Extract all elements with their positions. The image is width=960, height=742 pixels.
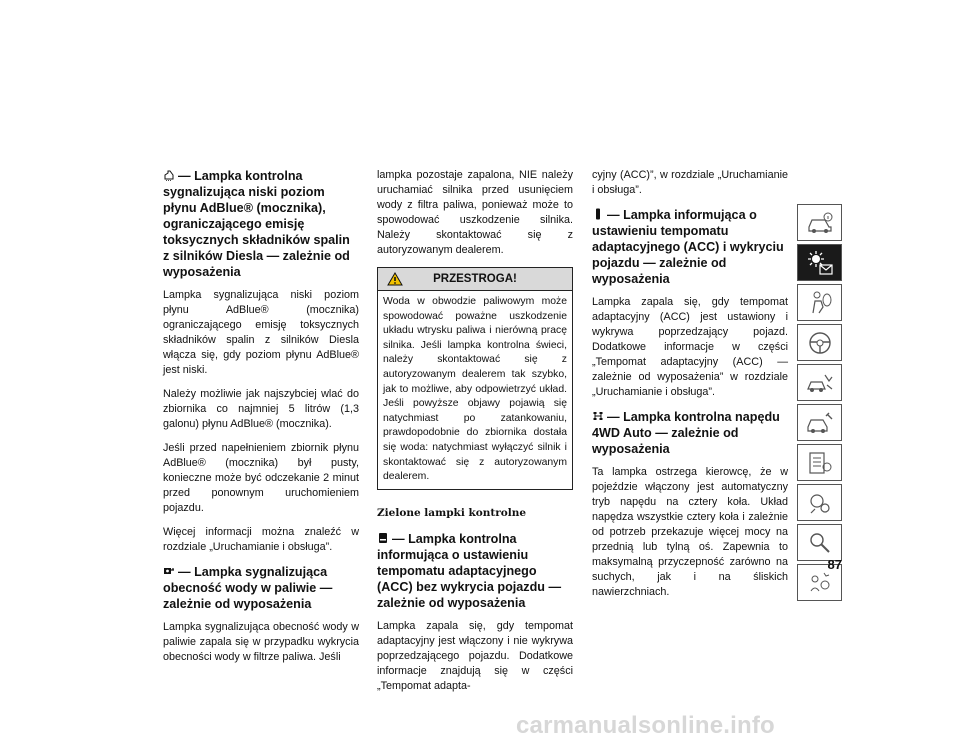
column-right	[592, 168, 788, 609]
tab-warning-lights[interactable]	[797, 244, 842, 281]
adblue-paragraph-1: Lampka sygnalizująca niski poziom płynu AdBlue® (mocznika) ograniczającego emisję toksycznych składników spalin z silników Diesla włącza się, gdy poziom płynu AdBlue® jest niski.	[163, 289, 359, 376]
tab-index[interactable]	[797, 524, 842, 561]
acc-vehicle-detected-heading: — Lampka informująca o ustawieniu tempomatu adaptacyjnego (ACC) i wykryciu pojazdu — zależnie od wyposażenia	[592, 208, 784, 286]
acc2-paragraph-1: Lampka zapala się, gdy tempomat adaptacyjny (ACC) jest ustawiony i wykrywa poprzedzający pojazd. Dodatkowe informacje w części „Tempomat adaptacyjny (ACC) — zależnie od wyposażenia” w rozdziale „Uruchamianie i obsługa”.	[592, 296, 788, 398]
steering-wheel-icon	[805, 329, 835, 357]
4wd-auto-heading: — Lampka kontrolna napędu 4WD Auto — zależnie od wyposażenia	[592, 410, 780, 456]
acc-vehicle-icon	[592, 208, 604, 220]
airbag-safety-icon	[805, 289, 835, 317]
chapter-tabs	[797, 204, 842, 604]
water-paragraph-1: Lampka sygnalizująca obecność wody w paliwie zapala się w przypadku wykrycia obecności wody w filtrze paliwa. Jeśli	[163, 621, 359, 663]
search-index-icon	[805, 529, 835, 557]
acc-paragraph-1-continued: cyjny (ACC)”, w rozdziale „Uruchamianie i obsługa”.	[592, 169, 788, 196]
acc-no-vehicle-heading: — Lampka kontrolna informująca o ustawieniu tempomatu adaptacyjnego (ACC) bez wykrycia pojazdu — zależnie od wyposażenia	[377, 531, 562, 610]
maintenance-list-icon	[805, 449, 835, 477]
adblue-heading: — Lampka kontrolna sygnalizująca niski poziom płynu AdBlue® (mocznika), ograniczającego emisję toksycznych składników spalin z silników Diesla — zależnie od wyposażenia	[163, 169, 350, 279]
caution-header	[378, 268, 572, 291]
tab-safety[interactable]	[797, 284, 842, 321]
water-in-fuel-heading: — Lampka sygnalizująca obecność wody w paliwie — zależnie od wyposażenia	[163, 565, 333, 611]
tab-starting-operating[interactable]	[797, 324, 842, 361]
acc-set-icon	[377, 532, 389, 544]
water-in-fuel-icon	[163, 565, 175, 577]
watermark: carmanualsonline.info	[516, 712, 775, 739]
caution-title: PRZESTROGA!	[433, 273, 517, 285]
adblue-paragraph-4: Więcej informacji można znaleźć w rozdziale „Uruchamianie i obsługa”.	[163, 526, 359, 553]
water-paragraph-2: lampka pozostaje zapalona, NIE należy uruchamiać silnika przed usunięciem wody z filtra paliwa, ponieważ może to spowodować uszkodzenie silnika. Należy skontaktować się z autoryzowanym dealerem.	[377, 169, 573, 256]
car-info-icon	[805, 209, 835, 237]
caution-text: Woda w obwodzie paliwowym może spowodować poważne uszkodzenie układu wtrysku paliwa i nierówną pracę silnika. Jeśli lampka kontrolna świeci, należy skontaktować się z autoryzowanym dealerem tak szybko, jak to możliwe, aby odpowietrzyć układ. Jeśli powyższe objawy pojawią się natychmiast po zatankowaniu, prawdopodobnie do zbiornika dostała się woda: natychmiast wyłączyć silnik i skontaktować się z autoryzowanym dealerem.	[383, 296, 567, 483]
column-middle	[377, 168, 573, 703]
tab-maintenance[interactable]	[797, 444, 842, 481]
column-left	[163, 168, 359, 674]
page-number: 87	[827, 557, 842, 572]
4wd-paragraph-1: Ta lampka ostrzega kierowcę, że w pojeździe włączony jest automatyczny tryb napędu na cztery koła. Układ napędza wszystkie cztery koła i zależnie od potrzeb przekazuje więcej mocy na przednią lub tylną oś. Zapewnia to maksymalną przyczepność zarówno na suchych, jak i na śliskich nawierzchniach.	[592, 466, 788, 598]
specifications-icon	[805, 489, 835, 517]
acc-paragraph-1: Lampka zapala się, gdy tempomat adaptacyjny jest włączony i nie wykrywa poprzedzającego pojazdu. Dodatkowe informacje znajdują się w części „Tempomat adapta-	[377, 619, 573, 692]
car-crash-icon	[805, 369, 835, 397]
adblue-paragraph-3: Jeśli przed napełnieniem zbiornik płynu AdBlue® (mocznika) był pusty, konieczne może być odczekanie 2 minut przed ponownym uruchomieniem pojazdu.	[163, 442, 359, 514]
adblue-paragraph-2: Należy możliwie jak najszybciej wlać do zbiornika co najmniej 5 litrów (1,3 galonu) płynu AdBlue® (mocznika).	[163, 388, 359, 430]
caution-box	[377, 267, 573, 490]
tab-servicing[interactable]	[797, 404, 842, 441]
warning-triangle-icon	[387, 272, 403, 286]
warning-lights-icon	[805, 249, 835, 277]
car-service-icon	[805, 409, 835, 437]
tab-emergency[interactable]	[797, 364, 842, 401]
tab-specifications[interactable]	[797, 484, 842, 521]
green-lights-section-title: Zielone lampki kontrolne	[377, 506, 527, 519]
multimedia-icon	[805, 569, 835, 597]
adblue-fluid-icon	[163, 169, 175, 181]
tab-car-info[interactable]	[797, 204, 842, 241]
4wd-auto-icon	[592, 410, 604, 422]
